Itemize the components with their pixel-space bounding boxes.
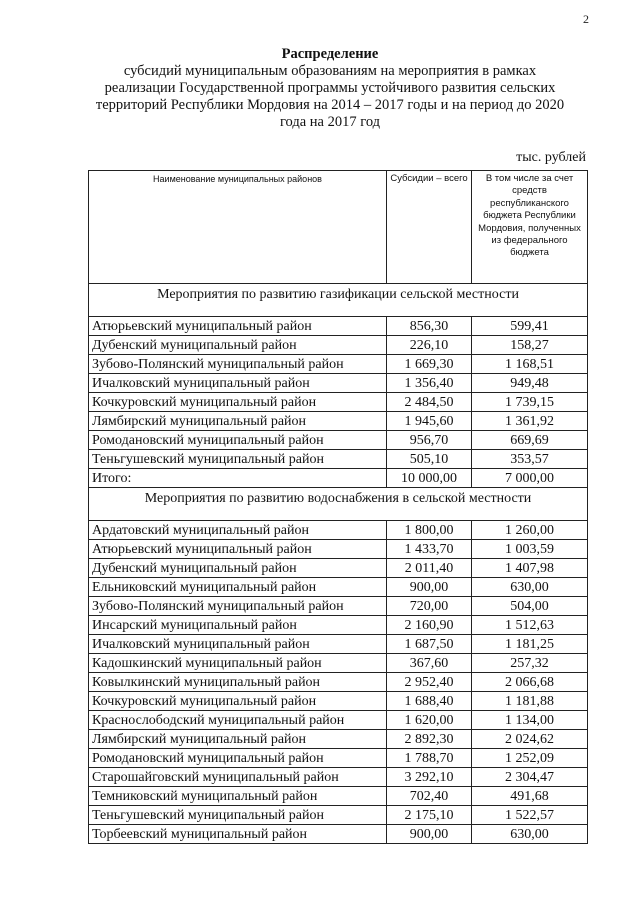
district-name-cell: Зубово-Полянский муниципальный район: [89, 355, 387, 374]
subsidy-total-cell: 956,70: [387, 431, 472, 450]
table-row: [89, 597, 588, 616]
table-row: [89, 469, 588, 488]
federal-share-cell: 1 134,00: [472, 711, 588, 730]
subsidy-total-cell: 367,60: [387, 654, 472, 673]
subsidy-total-cell: 226,10: [387, 336, 472, 355]
federal-share-cell: 353,57: [472, 450, 588, 469]
header-subsidy-total: Субсидии – всего: [387, 171, 472, 284]
district-name-cell: Темниковский муниципальный район: [89, 787, 387, 806]
section-header-row: [89, 488, 588, 521]
table-row: [89, 355, 588, 374]
district-name-cell: Лямбирский муниципальный район: [89, 412, 387, 431]
title-line-3: территорий Республики Мордовия на 2014 – 2017 годы и на период до 2020: [95, 97, 565, 113]
table-row: [89, 374, 588, 393]
federal-share-cell: 669,69: [472, 431, 588, 450]
district-name-cell: Теньгушевский муниципальный район: [89, 450, 387, 469]
district-name-cell: Теньгушевский муниципальный район: [89, 806, 387, 825]
table-row: [89, 412, 588, 431]
federal-share-cell: 158,27: [472, 336, 588, 355]
district-name-cell: Кочкуровский муниципальный район: [89, 692, 387, 711]
subsidy-total-cell: 1 688,40: [387, 692, 472, 711]
section-title: Мероприятия по развитию водоснабжения в сельской местности: [89, 488, 588, 521]
federal-share-cell: 7 000,00: [472, 469, 588, 488]
table-row: [89, 825, 588, 844]
federal-share-cell: 599,41: [472, 317, 588, 336]
subsidy-total-cell: 900,00: [387, 578, 472, 597]
subsidy-total-cell: 1 620,00: [387, 711, 472, 730]
federal-share-cell: 1 522,57: [472, 806, 588, 825]
federal-share-cell: 2 066,68: [472, 673, 588, 692]
subsidy-total-cell: 10 000,00: [387, 469, 472, 488]
district-name-cell: Ичалковский муниципальный район: [89, 635, 387, 654]
federal-share-cell: 630,00: [472, 825, 588, 844]
section-title: Мероприятия по развитию газификации сельской местности: [89, 284, 588, 317]
subsidy-total-cell: 856,30: [387, 317, 472, 336]
subsidy-total-cell: 1 945,60: [387, 412, 472, 431]
federal-share-cell: 1 407,98: [472, 559, 588, 578]
title-line-1: субсидий муниципальным образованиям на мероприятия в рамках: [123, 63, 537, 79]
district-name-cell: Ельниковский муниципальный район: [89, 578, 387, 597]
units-label: тыс. рублей: [516, 150, 586, 165]
table-row: [89, 450, 588, 469]
federal-share-cell: 1 168,51: [472, 355, 588, 374]
district-name-cell: Атюрьевский муниципальный район: [89, 540, 387, 559]
federal-share-cell: 257,32: [472, 654, 588, 673]
district-name-cell: Инсарский муниципальный район: [89, 616, 387, 635]
table-row: [89, 431, 588, 450]
federal-share-cell: 1 181,25: [472, 635, 588, 654]
table-row: [89, 673, 588, 692]
district-name-cell: Итого:: [89, 469, 387, 488]
subsidy-total-cell: 2 175,10: [387, 806, 472, 825]
table-row: [89, 521, 588, 540]
header-district-name: Наименование муниципальных районов: [89, 171, 387, 284]
district-name-cell: Краснослободский муниципальный район: [89, 711, 387, 730]
federal-share-cell: 2 024,62: [472, 730, 588, 749]
table-row: [89, 692, 588, 711]
subsidy-total-cell: 505,10: [387, 450, 472, 469]
table-row: [89, 730, 588, 749]
subsidy-total-cell: 720,00: [387, 597, 472, 616]
subsidy-total-cell: 2 011,40: [387, 559, 472, 578]
subsidy-total-cell: 1 687,50: [387, 635, 472, 654]
subsidy-total-cell: 2 160,90: [387, 616, 472, 635]
district-name-cell: Кадошкинский муниципальный район: [89, 654, 387, 673]
title-line-4: года на 2017 год: [279, 114, 381, 130]
subsidy-total-cell: 702,40: [387, 787, 472, 806]
district-name-cell: Ромодановский муниципальный район: [89, 431, 387, 450]
federal-share-cell: 1 512,63: [472, 616, 588, 635]
district-name-cell: Лямбирский муниципальный район: [89, 730, 387, 749]
district-name-cell: Ардатовский муниципальный район: [89, 521, 387, 540]
subsidy-table: [88, 170, 588, 844]
federal-share-cell: 1 260,00: [472, 521, 588, 540]
document-heading: Распределение: [281, 46, 379, 62]
district-name-cell: Старошайговский муниципальный район: [89, 768, 387, 787]
federal-share-cell: 1 252,09: [472, 749, 588, 768]
district-name-cell: Дубенский муниципальный район: [89, 336, 387, 355]
subsidy-total-cell: 2 952,40: [387, 673, 472, 692]
table-row: [89, 787, 588, 806]
subsidy-total-cell: 2 892,30: [387, 730, 472, 749]
table-row: [89, 768, 588, 787]
table-row: [89, 616, 588, 635]
table-row: [89, 635, 588, 654]
federal-share-cell: 1 739,15: [472, 393, 588, 412]
federal-share-cell: 504,00: [472, 597, 588, 616]
table-row: [89, 654, 588, 673]
district-name-cell: Ковылкинский муниципальный район: [89, 673, 387, 692]
table-row: [89, 711, 588, 730]
federal-share-cell: 1 361,92: [472, 412, 588, 431]
table-row: [89, 559, 588, 578]
table-body: [89, 284, 588, 844]
federal-share-cell: 1 181,88: [472, 692, 588, 711]
district-name-cell: Торбеевский муниципальный район: [89, 825, 387, 844]
federal-share-cell: 630,00: [472, 578, 588, 597]
district-name-cell: Ромодановский муниципальный район: [89, 749, 387, 768]
table-row: [89, 393, 588, 412]
district-name-cell: Ичалковский муниципальный район: [89, 374, 387, 393]
table-row: [89, 336, 588, 355]
subsidy-total-cell: 1 433,70: [387, 540, 472, 559]
table-row: [89, 540, 588, 559]
federal-share-cell: 2 304,47: [472, 768, 588, 787]
federal-share-cell: 491,68: [472, 787, 588, 806]
district-name-cell: Атюрьевский муниципальный район: [89, 317, 387, 336]
subsidy-total-cell: 1 788,70: [387, 749, 472, 768]
subsidy-total-cell: 1 669,30: [387, 355, 472, 374]
title-line-2: реализации Государственной программы устойчивого развития сельских: [104, 80, 556, 96]
subsidy-total-cell: 1 356,40: [387, 374, 472, 393]
document-title-block: [60, 46, 600, 131]
district-name-cell: Зубово-Полянский муниципальный район: [89, 597, 387, 616]
federal-share-cell: 949,48: [472, 374, 588, 393]
table-row: [89, 749, 588, 768]
table-row: [89, 317, 588, 336]
table-row: [89, 806, 588, 825]
subsidy-total-cell: 900,00: [387, 825, 472, 844]
table-row: [89, 578, 588, 597]
subsidy-total-cell: 2 484,50: [387, 393, 472, 412]
district-name-cell: Кочкуровский муниципальный район: [89, 393, 387, 412]
subsidy-total-cell: 1 800,00: [387, 521, 472, 540]
subsidy-total-cell: 3 292,10: [387, 768, 472, 787]
page-number: 2: [583, 12, 589, 26]
table-header: [89, 171, 588, 284]
district-name-cell: Дубенский муниципальный район: [89, 559, 387, 578]
federal-share-cell: 1 003,59: [472, 540, 588, 559]
section-header-row: [89, 284, 588, 317]
header-federal-share: В том числе за счет средств республиканского бюджета Республики Мордовия, полученных из федерального бюджета: [472, 171, 588, 284]
